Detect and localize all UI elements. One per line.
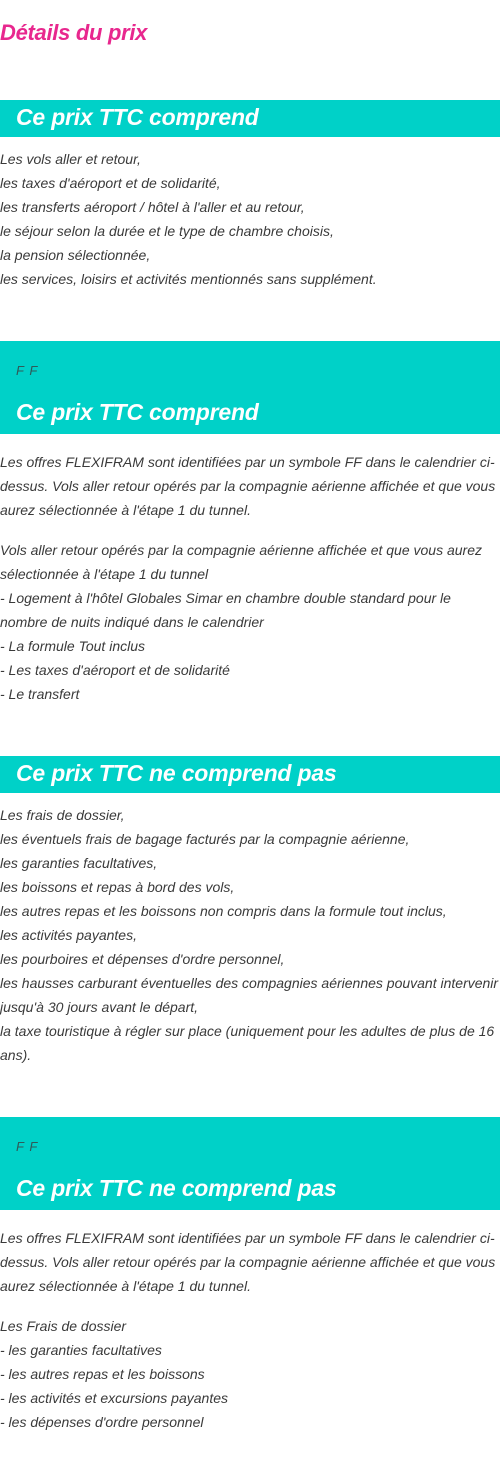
list-item: Vols aller retour opérés par la compagnie aérienne affichée et que vous aurez sélectionnée à l'étape 1 du tunnel <box>0 542 482 582</box>
list-item: - Les taxes d'aéroport et de solidarité <box>0 662 230 678</box>
section-header-ff-excludes <box>0 1117 500 1210</box>
section-title: Ce prix TTC ne comprend pas <box>16 1175 337 1201</box>
list-item: - La formule Tout inclus <box>0 638 145 654</box>
list-item: les pourboires et dépenses d'ordre personnel, <box>0 951 285 967</box>
section-title: Ce prix TTC comprend <box>16 399 259 425</box>
section-header-excludes <box>0 756 500 793</box>
list-item: - les autres repas et les boissons <box>0 1366 205 1382</box>
section-title: Ce prix TTC ne comprend pas <box>16 760 337 786</box>
list-item: les autres repas et les boissons non compris dans la formule tout inclus, <box>0 903 447 919</box>
list-item: les services, loisirs et activités mentionnés sans supplément. <box>0 271 377 287</box>
section-header-includes <box>0 100 500 137</box>
list-item: - les activités et excursions payantes <box>0 1390 228 1406</box>
list-item: les activités payantes, <box>0 927 137 943</box>
list-item: les boissons et repas à bord des vols, <box>0 879 235 895</box>
list-item: la pension sélectionnée, <box>0 247 151 263</box>
list-item: Les frais de dossier, <box>0 807 125 823</box>
excludes-list <box>0 803 500 1067</box>
list-item: les éventuels frais de bagage facturés par la compagnie aérienne, <box>0 831 410 847</box>
list-item: les hausses carburant éventuelles des compagnies aériennes pouvant intervenir jusqu'à 30 jours avant le départ, <box>0 975 499 1015</box>
ff-badge: F F <box>16 1139 39 1154</box>
page-title: Détails du prix <box>0 20 148 45</box>
intro-paragraph: Les offres FLEXIFRAM sont identifiées par un symbole FF dans le calendrier ci-dessus. Vols aller retour opérés par la compagnie aérienne affichée et que vous aurez sélectionnée à l'étape 1 du tunnel. <box>0 454 496 518</box>
list-item: - Le transfert <box>0 686 80 702</box>
section-title: Ce prix TTC comprend <box>16 104 259 130</box>
ff-includes-list <box>0 538 500 706</box>
ff-excludes-intro <box>0 1226 500 1298</box>
list-item: - les dépenses d'ordre personnel <box>0 1414 204 1430</box>
list-item: - les garanties facultatives <box>0 1342 162 1358</box>
list-item: - Logement à l'hôtel Globales Simar en chambre double standard pour le nombre de nuits indiqué dans le calendrier <box>0 590 451 630</box>
list-item: les taxes d'aéroport et de solidarité, <box>0 175 221 191</box>
intro-paragraph: Les offres FLEXIFRAM sont identifiées par un symbole FF dans le calendrier ci-dessus. Vols aller retour opérés par la compagnie aérienne affichée et que vous aurez sélectionnée à l'étape 1 du tunnel. <box>0 1230 496 1294</box>
list-item: Les vols aller et retour, <box>0 151 141 167</box>
ff-excludes-list <box>0 1314 500 1434</box>
section-header-ff-includes <box>0 341 500 434</box>
list-item: les transferts aéroport / hôtel à l'aller et au retour, <box>0 199 305 215</box>
list-item: le séjour selon la durée et le type de chambre choisis, <box>0 223 334 239</box>
list-item: Les Frais de dossier <box>0 1318 127 1334</box>
includes-list <box>0 147 500 291</box>
list-item: la taxe touristique à régler sur place (uniquement pour les adultes de plus de 16 ans). <box>0 1023 495 1063</box>
list-item: les garanties facultatives, <box>0 855 158 871</box>
ff-includes-intro <box>0 450 500 522</box>
ff-badge: F F <box>16 363 39 378</box>
